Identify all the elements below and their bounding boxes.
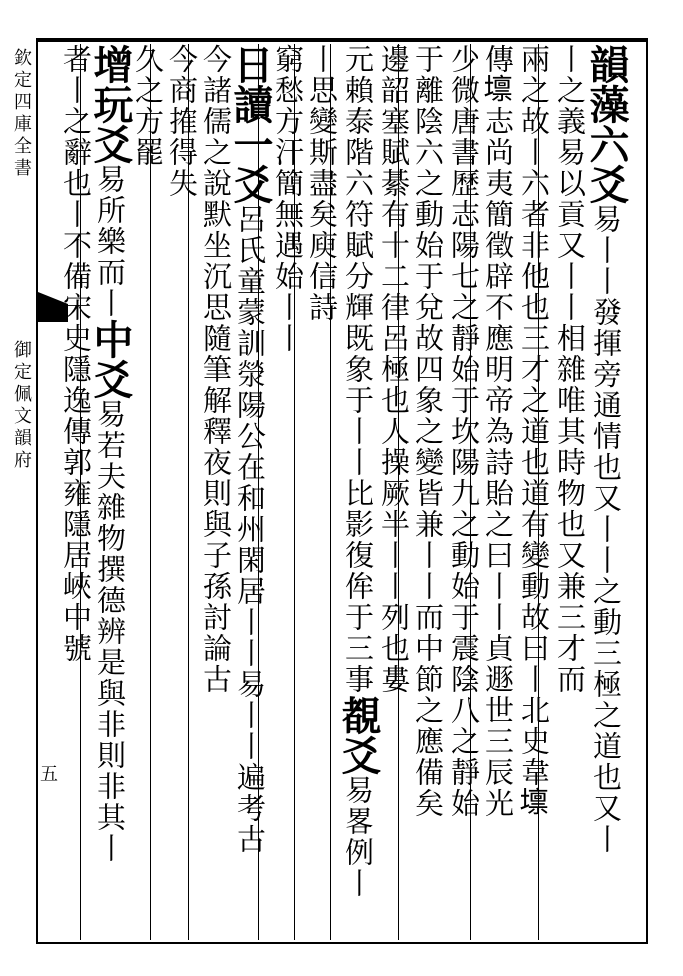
- text-column: [410, 44, 446, 940]
- text-column: [304, 44, 340, 940]
- text-column: [227, 44, 274, 940]
- entry-text: 少微唐書歷志陽七之靜始于坎陽九之動始于震陰八之靜始: [447, 44, 481, 819]
- entry-text: 婁: [377, 664, 411, 695]
- text-column: [376, 44, 412, 940]
- entry-text: 丨之義易以貢又丨丨相雜唯其時物也又兼三才而: [553, 44, 587, 695]
- entry-heading: 日讀: [227, 44, 274, 124]
- text-column: [198, 44, 234, 940]
- text-column: [58, 44, 94, 940]
- entry-text: 元賴泰階六符賦分輝既象于丨丨比影復侔于三事: [341, 44, 375, 695]
- entry-text: 者丨之辭也: [59, 44, 93, 199]
- entry-text: 易畧例丨: [341, 775, 375, 899]
- text-column: [516, 44, 552, 940]
- margin-bottom-label: 御定佩文韻府: [11, 340, 32, 472]
- margin-strip: [0, 40, 36, 940]
- entry-text: 丨不備宋史隱逸傳郭雍隱居峽中號: [59, 199, 93, 664]
- entry-text: 于離陰六之動始于兌故四象之變皆兼丨丨而中節之應備矣: [411, 44, 445, 819]
- entry-text: 傳𡒄志尚夷簡徵辟不應明帝為詩貽之曰丨丨貞遯世三辰光: [481, 44, 515, 819]
- entry-text: 兩之故丨六者非他也三才之道也道有變動故曰丨北史韋𡒄: [517, 44, 551, 819]
- entry-text: 今諸儒之說默坐沉思隨筆解釋夜則與子孫討論古: [199, 44, 233, 695]
- entry-heading: 覩爻: [335, 695, 382, 775]
- text-column: [552, 44, 588, 940]
- entry-heading: 六爻: [583, 124, 630, 204]
- text-column: [583, 44, 630, 940]
- entry-heading: 一爻: [227, 124, 274, 204]
- text-column: [446, 44, 482, 940]
- entry-text: 窮愁方汗簡無遇始丨丨: [271, 44, 305, 354]
- entry-text: 今商搉得失: [165, 44, 199, 199]
- text-column: [335, 44, 382, 940]
- text-column: [130, 44, 166, 940]
- entry-heading: 爻: [87, 124, 134, 164]
- entry-text: 呂氏童蒙訓滎陽公在和州閑居丨丨易丨丨遍考古: [233, 204, 267, 855]
- entry-heading: 中爻: [87, 319, 134, 399]
- entry-text: 久之方罷: [131, 44, 165, 168]
- page-number: 五: [40, 764, 58, 785]
- entry-text: 易若夫雜物撰德辨是與非則非其丨: [93, 399, 127, 864]
- entry-heading: 韻藻: [583, 44, 630, 124]
- entry-text: 邊韶塞賦綦有十二律呂極也人操厥半丨丨列也: [377, 44, 411, 664]
- text-column: [480, 44, 516, 940]
- text-column: [270, 44, 306, 940]
- text-column: [87, 44, 134, 940]
- entry-text: 丨思變斯盡矣庾信詩: [305, 44, 339, 323]
- text-column: [164, 44, 200, 940]
- entry-text: 易丨丨發揮旁通情也又丨丨之動三極之道也又丨: [589, 204, 623, 855]
- entry-text: 易所樂而丨: [93, 164, 127, 319]
- entry-heading: 增玩: [87, 44, 134, 124]
- margin-top-label: 欽定四庫全書: [11, 48, 32, 180]
